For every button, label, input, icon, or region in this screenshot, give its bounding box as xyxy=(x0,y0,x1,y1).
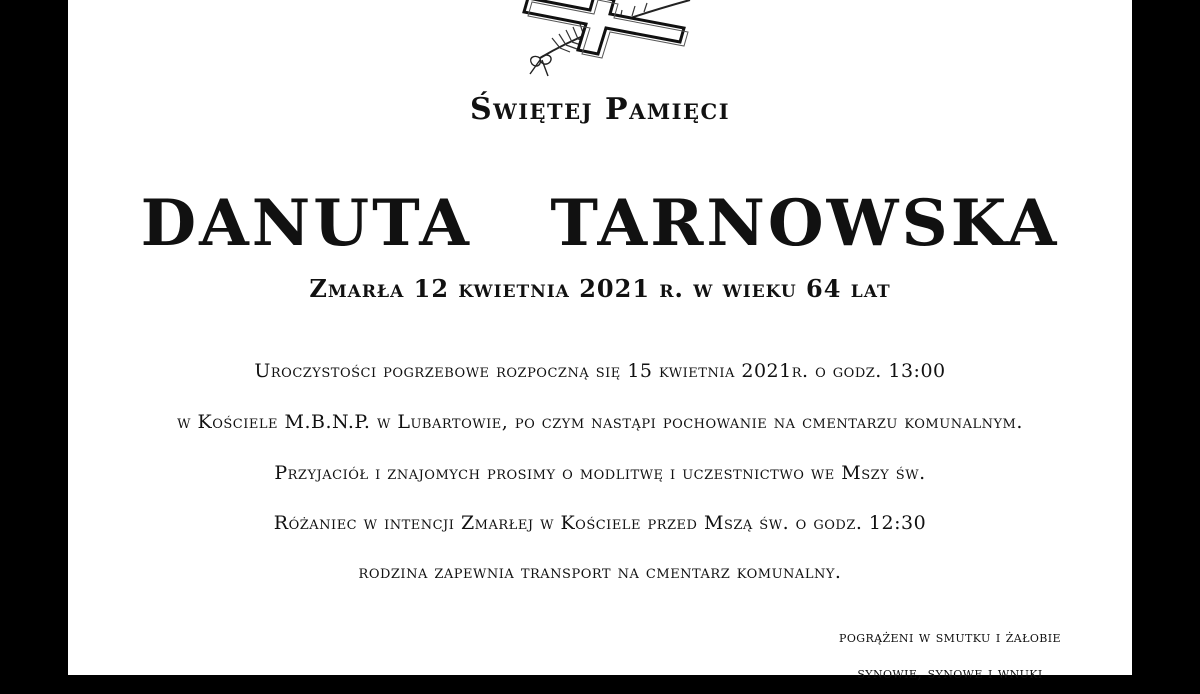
funeral-info-line: rodzina zapewnia transport na cmentarz komunalny. xyxy=(358,561,842,583)
funeral-info-line: Uroczystości pogrzebowe rozpoczną się 15 kwietnia 2021r. o godz. 13:00 xyxy=(254,360,946,382)
funeral-info-line: Różaniec w intencji Zmarłej w Kościele przed Mszą św. o godz. 12:30 xyxy=(273,512,927,534)
heading-swietej-pamieci: Świętej Pamięci xyxy=(469,92,731,127)
funeral-info-line: Przyjaciół i znajomych prosimy o modlitwę i uczestnictwo we Mszy św. xyxy=(274,462,926,484)
funeral-info-line: w Kościele M.B.N.P. w Lubartowie, po czym nastąpi pochowanie na cmentarzu komunalnym. xyxy=(177,411,1023,433)
cross-with-palm-branch-icon xyxy=(500,0,700,88)
deceased-name: DANUTA TARNOWSKA xyxy=(140,186,1060,261)
death-date-line: Zmarła 12 kwietnia 2021 r. w wieku 64 lat xyxy=(309,274,891,303)
signature-line: pogrążeni w smutku i żałobie xyxy=(839,628,1061,646)
signature-line: synowie, synowe i wnuki xyxy=(857,664,1043,682)
